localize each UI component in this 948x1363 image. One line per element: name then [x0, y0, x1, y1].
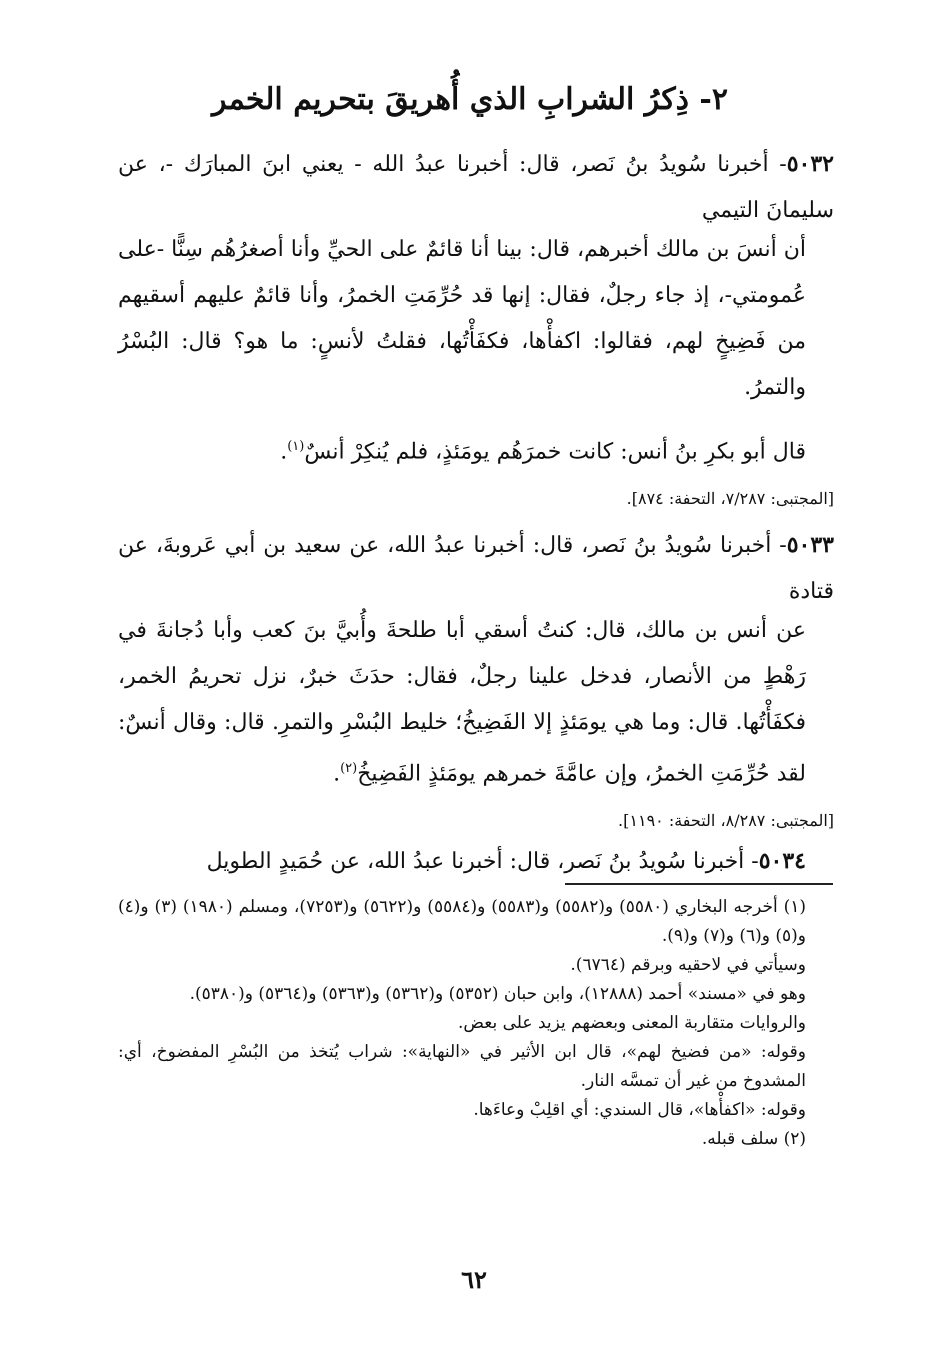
footnote-1: (١) أخرجه البخاري (٥٥٨٠) و(٥٥٨٢) و(٥٥٨٣) و(٥٥٨٤) و(٥٦٢٢) و(٧٢٥٣)، ومسلم (١٩٨٠) (٣) و(٤) و(٥) و(٦) و(٧) و(٩).	[118, 897, 807, 946]
footnote-2: (٢) سلف قبله.	[701, 1129, 806, 1149]
footnote-1-musnad: وهو في «مسند» أحمد (١٢٨٨٨)، وابن حبان (٥٣٥٢) و(٥٣٦٢) و(٥٣٦٣) و(٥٣٦٤) و(٥٣٨٠).	[189, 984, 806, 1004]
footnote-divider	[565, 883, 833, 885]
period: .	[280, 439, 288, 465]
hadith-5034-chain	[118, 838, 834, 885]
hadith-5033-source	[118, 806, 834, 836]
hadith-number: ٥٠٣٢	[786, 151, 834, 177]
footnote-1-ikfa: وقوله: «اكفأْها»، قال السندي: أي اقلِبْ وعاءَها.	[473, 1100, 806, 1120]
hadith-text: أن أنسَ بن مالك أخبرهم، قال: بينا أنا قائمٌ على الحيِّ وأنا أصغرُهُم سِنًّا -على عُمومتي-، إذ جاء رجلٌ، فقال: إنها قد حُرِّمَتِ الخمرُ، وأنا قائمٌ عليهم أسقيهم من فَضِيخٍ لهم، فقالوا: اكفأْها، فكفَأْتُها، فقلتُ لأنسٍ: ما هو؟ قال: البُسْرُ والتمرُ.	[118, 237, 806, 400]
hadith-chain: - أخبرنا سُويدُ بنُ نَصر، قال: أخبرنا عبدُ الله، عن سعيد بن أبي عَروبةَ، عن قتادة	[118, 533, 834, 604]
source-reference: [المجتبى: ٧/٢٨٧، التحفة: ٨٧٤].	[626, 489, 834, 508]
hadith-text: قال أبو بكرِ بنُ أنس: كانت خمرَهُم يومَئذٍ، فلم يُنكِرْ أنسٌ	[304, 439, 806, 465]
hadith-5032-text2	[118, 424, 834, 475]
footnote-1-cont: وسيأتي في لاحقيه وبرقم (٦٧٦٤).	[570, 955, 806, 975]
hadith-5033-text	[118, 608, 834, 797]
hadith-number: ٥٠٣٤	[758, 848, 806, 874]
hadith-5033-chain	[118, 522, 834, 615]
hadith-chain: - أخبرنا سُويدُ بنُ نَصر، قال: أخبرنا عبدُ الله، عن حُمَيدٍ الطويل	[206, 849, 759, 874]
hadith-5032-text	[118, 227, 834, 411]
period: .	[333, 761, 341, 787]
hadith-5032-source	[118, 484, 834, 514]
hadith-chain: - أخبرنا سُويدُ بنُ نَصر، قال: أخبرنا عبدُ الله - يعني ابنَ المبارَك -، عن سليمانَ التيمي	[118, 152, 834, 223]
hadith-text: عن أنس بن مالك، قال: كنتُ أسقي أبا طلحةَ وأُبيَّ بنَ كعب وأبا دُجانةَ في رَهْطٍ من الأنصار، فدخل علينا رجلٌ، فقال: حدَثَ خبرٌ، نزل تحريمُ الخمر، فكفَأْتُها. قال: وما هي يومَئذٍ إلا الفَضِيخُ؛ خليط البُسْرِ والتمرِ. قال: وقال أنسٌ: لقد حُرِّمَتِ الخمرُ، وإن عامَّةَ خمرهم يومَئذٍ الفَضِيخُ	[118, 618, 806, 787]
footnotes	[118, 893, 834, 1154]
footnote-ref[interactable]: (١)	[287, 439, 305, 454]
footnote-1-riwayat: والروايات متقاربة المعنى وبعضهم يزيد على بعض.	[458, 1013, 806, 1033]
footnote-ref[interactable]: (٢)	[340, 761, 358, 776]
hadith-5032-chain	[118, 141, 834, 234]
page-number: ٦٢	[461, 1265, 487, 1294]
footnote-1-fadikh: وقوله: «من فضيخ لهم»، قال ابن الأثير في «النهاية»: شراب يُتخذ من البُسْرِ المفضوخ، أي: المشدوخ من غير أن تمسَّه النار.	[118, 1042, 806, 1091]
chapter-heading: ٢- ذِكرُ الشرابِ الذي أُهريقَ بتحريم الخمر	[212, 82, 728, 117]
hadith-number: ٥٠٣٣	[786, 532, 834, 558]
source-reference: [المجتبى: ٨/٢٨٧، التحفة: ١١٩٠].	[618, 811, 834, 830]
